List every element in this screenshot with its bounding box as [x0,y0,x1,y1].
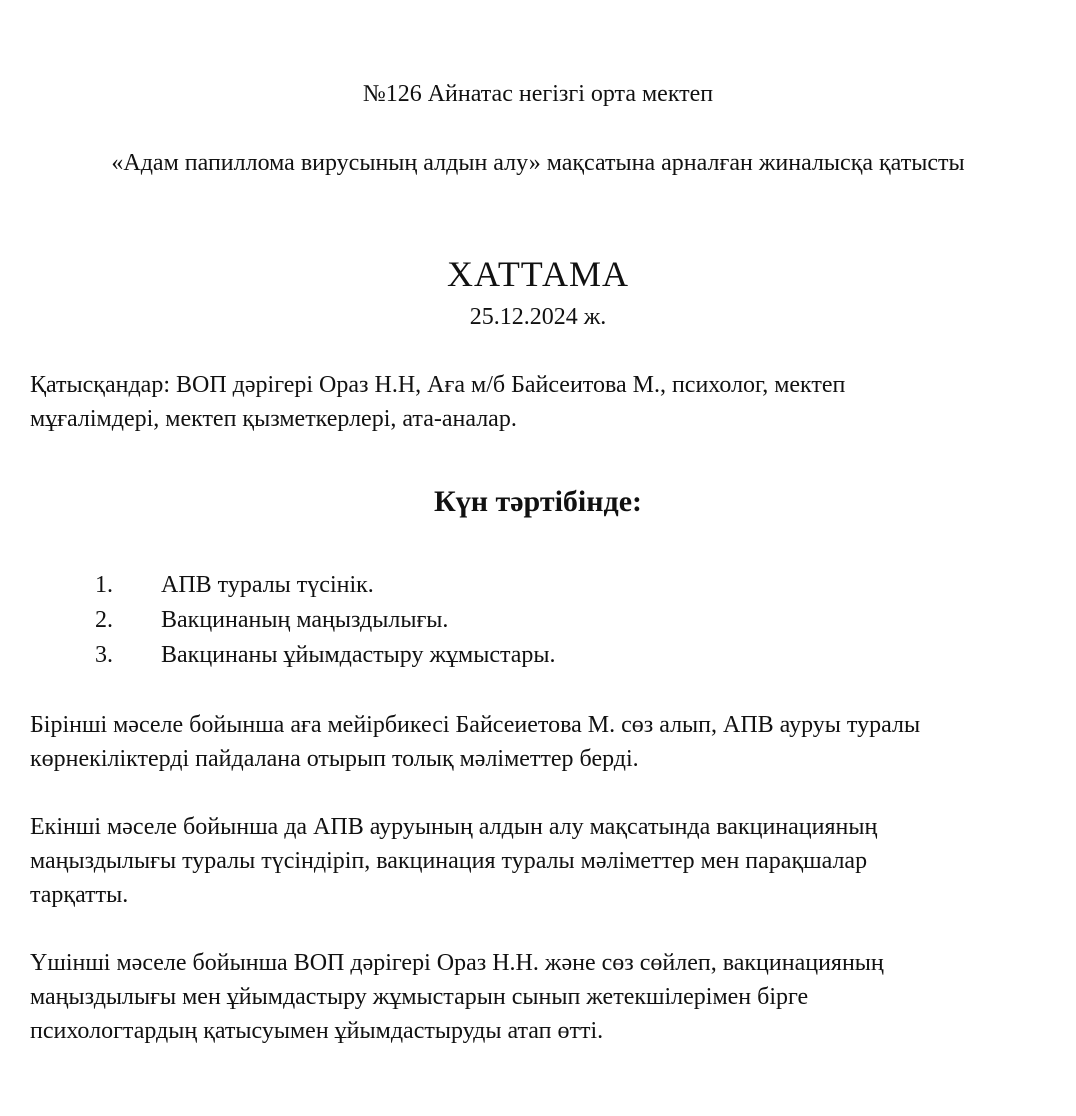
first-issue-paragraph [30,708,1040,776]
paragraph-line: Үшінші мәселе бойынша ВОП дәрігері Ораз Н.Н. және сөз сөйлеп, вакцинацияның [30,950,884,976]
participants-line: Қатысқандар: ВОП дәрігері Ораз Н.Н, Аға м/б Байсеитова М., психолог, мектеп [30,372,846,398]
paragraph-line: Екінші мәселе бойынша да АПВ ауруының алдын алу мақсатында вакцинацияның [30,814,878,840]
paragraph-line: көрнекіліктерді пайдалана отырып толық мәліметтер берді. [30,746,639,772]
paragraph-line: Бірінші мәселе бойынша аға мейірбикесі Байсеиетова М. сөз алып, АПВ ауруы туралы [30,712,921,738]
second-issue-paragraph [30,810,1040,912]
document-title: ХАТТАМА [446,254,630,294]
agenda-item-text: АПВ туралы түсінік. [161,572,374,598]
paragraph-line: маңыздылығы мен ұйымдастыру жұмыстарын сынып жетекшілерімен бірге [30,984,809,1010]
document-date: 25.12.2024 ж. [469,304,607,330]
paragraph-line: маңыздылығы туралы түсіндіріп, вакцинация туралы мәліметтер мен парақшалар [30,848,868,874]
paragraph-line: психологтардың қатысуымен ұйымдастыруды атап өтті. [30,1018,604,1044]
agenda-item [95,603,995,638]
agenda-item-text: Вакцинаның маңыздылығы. [161,607,449,633]
agenda-item-number: 2. [95,607,113,633]
agenda-item [95,568,995,603]
participants-paragraph [30,368,1040,436]
third-issue-paragraph [30,946,1040,1048]
agenda-item [95,638,995,673]
meeting-purpose: «Адам папиллома вирусының алдын алу» мақсатына арналған жиналысқа қатысты [111,150,965,176]
agenda-item-text: Вакцинаны ұйымдастыру жұмыстары. [161,642,556,668]
agenda-heading: Күн тәртібінде: [433,485,643,518]
participants-line: мұғалімдері, мектеп қызметкерлері, ата-аналар. [30,406,517,432]
agenda-list [95,568,995,673]
agenda-item-number: 1. [95,572,113,598]
school-name: №126 Айнатас негізгі орта мектеп [362,81,714,107]
agenda-item-number: 3. [95,642,113,668]
paragraph-line: тарқатты. [30,882,129,908]
